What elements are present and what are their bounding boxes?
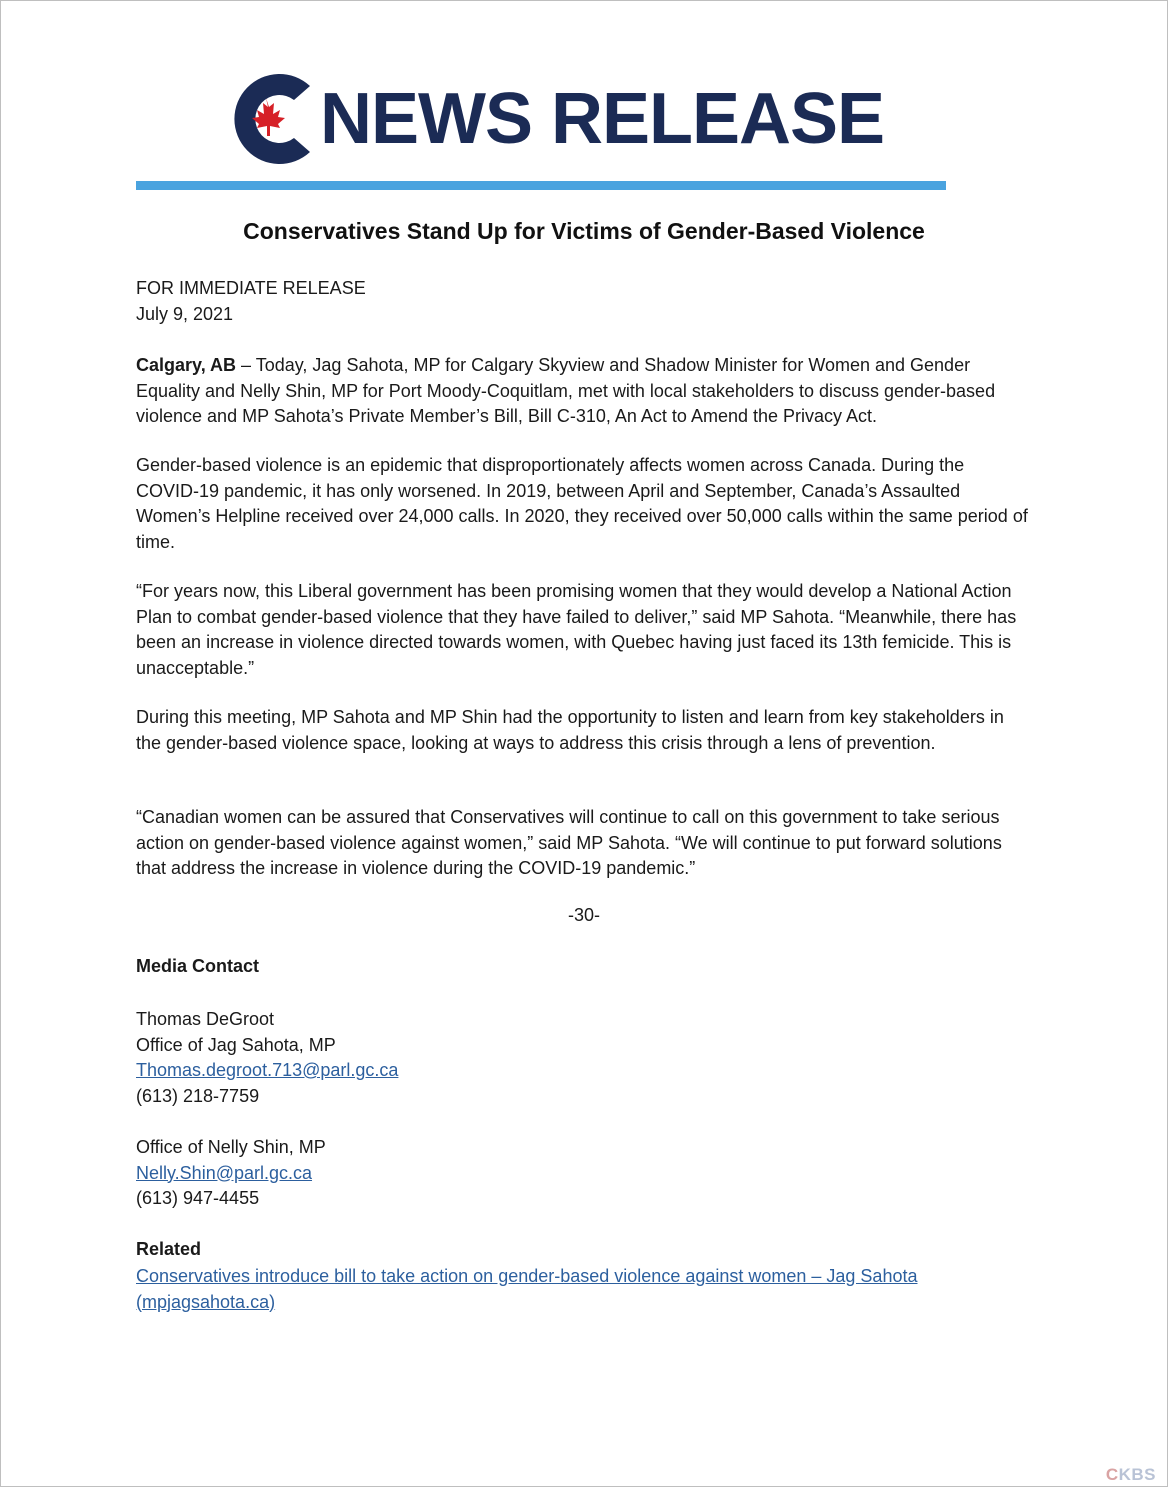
contact-phone: (613) 947-4455 <box>136 1188 260 1208</box>
release-date: July 9, 2021 <box>136 303 234 324</box>
release-info <box>136 276 1028 327</box>
watermark-rest: KBS <box>1118 1465 1156 1484</box>
logo-text: NEWS RELEASE <box>320 79 885 159</box>
paragraph-5 <box>136 805 1028 882</box>
end-mark: -30- <box>567 905 600 925</box>
contact-phone: (613) 218-7759 <box>136 1085 260 1106</box>
contact-email-link[interactable]: Nelly.Shin@parl.gc.ca <box>136 1162 313 1183</box>
watermark-c: C <box>1105 1465 1119 1484</box>
related-article-link[interactable]: Conservatives introduce bill to take action on gender-based violence against women – Jag Sahota (mpjagsahota.ca) <box>136 1266 918 1312</box>
paragraph-1-text: – Today, Jag Sahota, MP for Calgary Skyview and Shadow Minister for Women and Gender Equality and Nelly Shin, MP for Port Moody-Coquitlam, met with local stakeholders to discuss gender-based violence and MP Sahota’s Private Member’s Bill, Bill C-310, An Act to Amend the Privacy Act. <box>136 355 996 426</box>
contact-office: Office of Jag Sahota, MP <box>136 1034 336 1055</box>
paragraph-2-text: Gender-based violence is an epidemic that disproportionately affects women across Canada. During the COVID-19 pandemic, it has only worsened. In 2019, between April and September, Canada’s Assaulted Women’s Helpline received over 24,000 calls. In 2020, they received over 50,000 calls within the same period of time. <box>136 455 1028 552</box>
header-divider <box>136 181 946 190</box>
contact-thomas-degroot <box>136 1007 398 1109</box>
paragraph-4 <box>136 705 1028 756</box>
media-contact-title: Media Contact <box>136 956 260 976</box>
paragraph-2 <box>136 453 1028 555</box>
paragraph-3 <box>136 579 1028 681</box>
news-release-logo <box>222 66 884 172</box>
ckbs-watermark <box>1106 1465 1156 1485</box>
contact-office: Office of Nelly Shin, MP <box>136 1137 326 1157</box>
headline: Conservatives Stand Up for Victims of Gender-Based Violence <box>243 218 925 244</box>
paragraph-5-text: “Canadian women can be assured that Conservatives will continue to call on this government to take serious action on gender-based violence against women,” said MP Sahota. “We will continue to put forward solutions that address the increase in violence during the COVID-19 pandemic.” <box>136 807 1002 878</box>
paragraph-4-text: During this meeting, MP Sahota and MP Shin had the opportunity to listen and learn from key stakeholders in the gender-based violence space, looking at ways to address this crisis through a lens of prevention. <box>136 707 1004 753</box>
paragraph-1 <box>136 353 1028 430</box>
paragraph-3-text: “For years now, this Liberal government has been promising women that they would develop a National Action Plan to combat gender-based violence that they have failed to deliver,” said MP Sahota. “Meanwhile, there has been an increase in violence directed towards women, with Quebec having just faced its 13th femicide. This is unacceptable.” <box>136 581 1017 678</box>
release-label: FOR IMMEDIATE RELEASE <box>136 278 366 298</box>
conservative-c-maple-leaf-icon <box>222 66 318 172</box>
dateline: Calgary, AB <box>136 355 237 375</box>
contact-name: Thomas DeGroot <box>136 1009 275 1029</box>
related-article <box>136 1264 996 1315</box>
related-title: Related <box>136 1239 202 1259</box>
contact-email-link[interactable]: Thomas.degroot.713@parl.gc.ca <box>136 1060 399 1080</box>
contact-nelly-shin <box>136 1135 326 1212</box>
